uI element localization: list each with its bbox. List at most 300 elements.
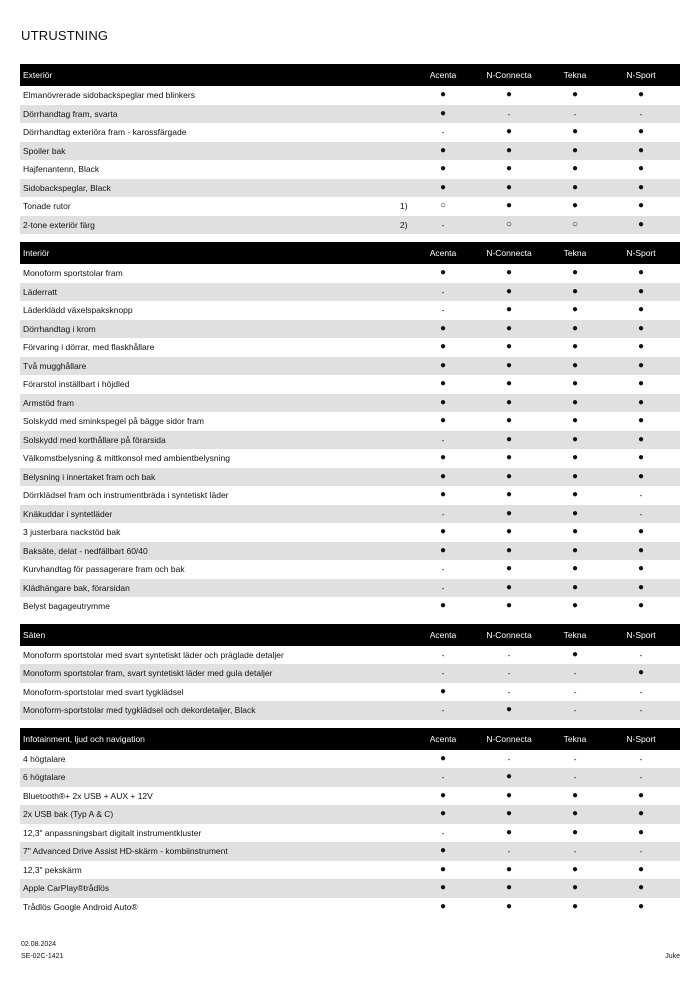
availability-mark: ● <box>505 378 513 390</box>
section-title: Infotainment, ljud och navigation <box>23 733 145 744</box>
availability-mark: ● <box>505 181 513 193</box>
section-2 <box>20 624 680 720</box>
availability-mark: - <box>441 434 445 445</box>
availability-mark: ● <box>637 163 645 175</box>
availability-mark: ● <box>505 470 513 482</box>
table-row <box>20 787 680 806</box>
feature-cell <box>20 164 410 174</box>
availability-mark: ● <box>439 752 447 764</box>
availability-mark: ● <box>439 544 447 556</box>
feature-label: Förvaring i dörrar, med flaskhållare <box>23 342 155 353</box>
feature-label: Monoform-sportstolar med tygklädsel och dekordetaljer, Black <box>23 705 256 716</box>
feature-cell <box>20 361 410 371</box>
table-row <box>20 879 680 898</box>
feature-cell <box>20 183 410 193</box>
availability-mark: - <box>441 705 445 715</box>
feature-cell <box>20 809 410 819</box>
feature-cell <box>20 546 410 556</box>
feature-cell <box>20 109 410 119</box>
section-title: Exteriör <box>23 70 53 80</box>
feature-label: 12,3" anpassningsbart digitalt instrumentkluster <box>23 827 202 838</box>
availability-mark: - <box>441 582 445 593</box>
feature-label: Belyst bagageutrymme <box>23 601 110 612</box>
availability-mark: - <box>573 753 577 764</box>
feature-cell <box>20 342 410 352</box>
availability-mark: ● <box>505 808 513 820</box>
column-header: Tekna <box>563 629 587 640</box>
availability-mark: ● <box>637 789 645 801</box>
table-row <box>20 560 680 579</box>
table-row <box>20 664 680 683</box>
availability-mark: - <box>507 846 511 856</box>
feature-label: Baksäte, delat - nedfällbart 60/40 <box>23 545 148 556</box>
equipment-tables <box>20 64 680 924</box>
feature-cell <box>20 846 410 856</box>
availability-mark: ● <box>637 126 645 138</box>
feature-label: Dörrklädsel fram och instrumentbräda i syntetiskt läder <box>23 490 229 501</box>
feature-cell <box>20 509 410 519</box>
availability-mark: ● <box>505 285 513 297</box>
feature-cell <box>20 791 410 801</box>
feature-label: Klädhängare bak, förarsidan <box>23 582 130 593</box>
feature-cell <box>20 324 410 334</box>
feature-label: Monoform sportstolar fram, svart syntetiskt läder med gula detaljer <box>23 668 273 679</box>
availability-mark: ● <box>637 900 645 912</box>
table-row <box>20 861 680 880</box>
availability-mark: ● <box>571 163 579 175</box>
feature-cell <box>20 220 410 230</box>
availability-mark: ● <box>571 452 579 464</box>
availability-mark: - <box>441 649 445 660</box>
availability-mark: ● <box>505 826 513 838</box>
availability-mark: - <box>441 305 445 315</box>
availability-mark: ● <box>439 452 447 464</box>
availability-mark: - <box>507 686 511 697</box>
column-header: Tekna <box>563 248 587 258</box>
feature-cell <box>20 453 410 463</box>
availability-mark: ● <box>637 808 645 820</box>
availability-mark: ● <box>439 359 447 371</box>
feature-cell <box>20 435 410 445</box>
availability-mark: ● <box>571 359 579 371</box>
availability-mark: - <box>639 686 643 697</box>
availability-mark: ● <box>505 526 513 538</box>
availability-mark: ● <box>439 144 447 156</box>
availability-mark: ● <box>571 181 579 193</box>
availability-mark: - <box>441 668 445 678</box>
table-row <box>20 750 680 769</box>
feature-label: Armstöd fram <box>23 397 75 408</box>
feature-label: Dörrhandtag fram, svarta <box>23 108 118 119</box>
availability-mark: - <box>573 108 577 119</box>
availability-mark: ● <box>505 563 513 575</box>
availability-mark: - <box>573 705 577 715</box>
column-header: Tekna <box>563 733 587 744</box>
table-row <box>20 683 680 702</box>
availability-mark: ● <box>571 304 579 316</box>
availability-mark: - <box>441 127 445 137</box>
feature-cell <box>20 772 410 782</box>
feature-cell <box>20 527 410 537</box>
footnote-marker: 1) <box>400 201 408 212</box>
section-title: Säten <box>23 629 46 640</box>
section-3 <box>20 728 680 917</box>
availability-mark: ● <box>439 600 447 612</box>
availability-mark: ● <box>637 304 645 316</box>
availability-mark: - <box>507 668 511 678</box>
feature-label: Dörrhandtag i krom <box>23 323 96 334</box>
availability-mark: ● <box>637 200 645 212</box>
table-row <box>20 86 680 105</box>
column-header: Acenta <box>429 629 457 640</box>
availability-mark: ● <box>637 826 645 838</box>
availability-mark: ● <box>571 341 579 353</box>
feature-cell <box>20 883 410 893</box>
feature-label: Sidobackspeglar, Black <box>23 182 111 193</box>
table-row <box>20 468 680 487</box>
footer-code: SE-02C-1421 <box>21 953 64 960</box>
availability-mark: ● <box>439 808 447 820</box>
table-row <box>20 142 680 161</box>
availability-mark: - <box>507 108 511 119</box>
availability-mark: ● <box>571 648 579 660</box>
table-row <box>20 179 680 198</box>
feature-label: Elmanövrerade sidobackspeglar med blinkers <box>23 90 195 101</box>
table-row <box>20 160 680 179</box>
feature-cell <box>20 201 410 211</box>
availability-mark: ● <box>637 526 645 538</box>
availability-mark: - <box>639 753 643 764</box>
feature-label: Monoform sportstolar fram <box>23 268 123 279</box>
feature-label: Kurvhandtag för passagerare fram och bak <box>23 564 185 575</box>
availability-mark: ● <box>571 144 579 156</box>
section-title: Interiör <box>23 248 50 258</box>
availability-mark: - <box>441 772 445 782</box>
availability-mark: ● <box>571 882 579 894</box>
feature-cell <box>20 754 410 764</box>
table-row <box>20 805 680 824</box>
feature-cell <box>20 287 410 297</box>
availability-mark: - <box>441 827 445 838</box>
feature-cell <box>20 564 410 574</box>
availability-mark: - <box>441 286 445 297</box>
availability-mark: ● <box>637 863 645 875</box>
feature-label: Förarstol inställbart i höjdled <box>23 379 130 390</box>
table-row <box>20 338 680 357</box>
availability-mark: ● <box>571 581 579 593</box>
availability-mark: ● <box>637 600 645 612</box>
column-header: N-Connecta <box>486 733 532 744</box>
feature-cell <box>20 305 410 315</box>
footnote-marker: 2) <box>400 219 408 230</box>
feature-label: 7" Advanced Drive Assist HD-skärm - kombiinstrument <box>23 846 228 857</box>
availability-mark: ● <box>505 144 513 156</box>
feature-cell <box>20 650 410 660</box>
availability-mark: ● <box>505 200 513 212</box>
feature-label: Solskydd med sminkspegel på bägge sidor fram <box>23 416 204 427</box>
feature-label: Knäkuddar i syntetläder <box>23 508 113 519</box>
availability-mark: - <box>639 772 643 782</box>
availability-mark: - <box>441 508 445 519</box>
feature-cell <box>20 379 410 389</box>
column-header: N-Sport <box>626 733 656 744</box>
availability-mark: ● <box>505 359 513 371</box>
availability-mark: ○ <box>439 200 447 212</box>
availability-mark: ● <box>571 507 579 519</box>
availability-mark: - <box>639 649 643 660</box>
availability-mark: - <box>639 490 643 500</box>
availability-mark: ● <box>505 341 513 353</box>
availability-mark: ● <box>637 433 645 445</box>
feature-cell <box>20 90 410 100</box>
feature-label: 2x USB bak (Typ A & C) <box>23 809 114 820</box>
feature-label: Spoiler bak <box>23 145 66 156</box>
feature-cell <box>20 601 410 611</box>
feature-label: 4 högtalare <box>23 753 66 764</box>
availability-mark: ● <box>505 163 513 175</box>
availability-mark: ● <box>637 396 645 408</box>
feature-label: Trådlös Google Android Auto® <box>23 901 138 912</box>
availability-mark: ● <box>571 470 579 482</box>
availability-mark: ● <box>439 863 447 875</box>
page-title: UTRUSTNING <box>21 28 109 43</box>
section-header <box>20 728 680 750</box>
availability-mark: ● <box>505 600 513 612</box>
availability-mark: - <box>639 705 643 715</box>
availability-mark: ● <box>571 489 579 501</box>
availability-mark: ● <box>571 200 579 212</box>
feature-label: Bluetooth®+ 2x USB + AUX + 12V <box>23 790 153 801</box>
table-row <box>20 216 680 235</box>
availability-mark: - <box>507 649 511 660</box>
table-row <box>20 412 680 431</box>
availability-mark: ● <box>637 415 645 427</box>
footer-date: 02.08.2024 <box>21 941 57 948</box>
availability-mark: - <box>441 564 445 574</box>
table-row <box>20 486 680 505</box>
availability-mark: ● <box>505 507 513 519</box>
availability-mark: - <box>639 108 643 119</box>
availability-mark: ● <box>505 544 513 556</box>
section-header <box>20 242 680 264</box>
availability-mark: ○ <box>505 218 513 230</box>
table-row <box>20 824 680 843</box>
table-row <box>20 579 680 598</box>
feature-label: Apple CarPlay®trådlös <box>23 883 110 894</box>
feature-cell <box>20 146 410 156</box>
availability-mark: - <box>639 508 643 519</box>
availability-mark: ● <box>505 704 513 716</box>
availability-mark: ● <box>571 378 579 390</box>
availability-mark: ● <box>571 126 579 138</box>
availability-mark: ● <box>439 322 447 334</box>
availability-mark: ● <box>571 526 579 538</box>
availability-mark: ● <box>505 322 513 334</box>
availability-mark: ● <box>571 89 579 101</box>
availability-mark: ● <box>571 544 579 556</box>
feature-cell <box>20 687 410 697</box>
availability-mark: - <box>507 753 511 764</box>
column-header: Acenta <box>429 70 457 80</box>
section-header <box>20 64 680 86</box>
availability-mark: - <box>441 219 445 230</box>
feature-cell <box>20 416 410 426</box>
table-row <box>20 394 680 413</box>
availability-mark: ● <box>637 144 645 156</box>
table-row <box>20 283 680 302</box>
table-row <box>20 301 680 320</box>
availability-mark: ● <box>439 341 447 353</box>
availability-mark: ● <box>571 826 579 838</box>
availability-mark: ● <box>505 882 513 894</box>
feature-label: Hajfenantenn, Black <box>23 164 100 175</box>
table-row <box>20 123 680 142</box>
availability-mark: ● <box>571 396 579 408</box>
availability-mark: ● <box>505 771 513 783</box>
availability-mark: ● <box>637 341 645 353</box>
availability-mark: ● <box>571 563 579 575</box>
availability-mark: ● <box>571 415 579 427</box>
column-header: N-Sport <box>626 248 656 258</box>
availability-mark: ● <box>637 181 645 193</box>
availability-mark: ● <box>637 563 645 575</box>
availability-mark: ● <box>505 900 513 912</box>
feature-label: 3 justerbara nackstöd bak <box>23 527 121 538</box>
availability-mark: ● <box>439 882 447 894</box>
availability-mark: ● <box>637 882 645 894</box>
availability-mark: ● <box>505 452 513 464</box>
feature-cell <box>20 268 410 278</box>
feature-label: Läderratt <box>23 286 58 297</box>
feature-cell <box>20 472 410 482</box>
availability-mark: ● <box>439 470 447 482</box>
availability-mark: ● <box>637 322 645 334</box>
availability-mark: ● <box>637 452 645 464</box>
availability-mark: ● <box>505 89 513 101</box>
availability-mark: ● <box>439 415 447 427</box>
availability-mark: ● <box>637 218 645 230</box>
table-row <box>20 523 680 542</box>
feature-cell <box>20 902 410 912</box>
column-header: Acenta <box>429 248 457 258</box>
availability-mark: ● <box>505 433 513 445</box>
table-row <box>20 357 680 376</box>
availability-mark: ● <box>637 267 645 279</box>
feature-label: Solskydd med korthållare på förarsida <box>23 434 166 445</box>
availability-mark: ● <box>637 544 645 556</box>
feature-label: Monoform sportstolar med svart syntetiskt läder och präglade detaljer <box>23 649 284 660</box>
table-row <box>20 898 680 917</box>
availability-mark: ● <box>637 581 645 593</box>
availability-mark: ● <box>637 89 645 101</box>
feature-cell <box>20 490 410 500</box>
table-row <box>20 197 680 216</box>
table-row <box>20 505 680 524</box>
availability-mark: - <box>573 668 577 678</box>
availability-mark: ● <box>439 107 447 119</box>
table-row <box>20 449 680 468</box>
section-header <box>20 624 680 646</box>
feature-label: 2-tone exteriör färg <box>23 219 95 230</box>
column-header: N-Connecta <box>486 248 532 258</box>
table-row <box>20 375 680 394</box>
feature-label: Monoform-sportstolar med svart tygklädsel <box>23 686 184 697</box>
availability-mark: ● <box>439 181 447 193</box>
availability-mark: ● <box>571 863 579 875</box>
availability-mark: ● <box>505 415 513 427</box>
footer-model: Juke <box>665 953 680 960</box>
table-row <box>20 105 680 124</box>
availability-mark: ● <box>439 845 447 857</box>
availability-mark: ● <box>637 667 645 679</box>
availability-mark: - <box>573 772 577 782</box>
column-header: N-Sport <box>626 629 656 640</box>
availability-mark: ● <box>505 789 513 801</box>
table-row <box>20 701 680 720</box>
availability-mark: ● <box>439 267 447 279</box>
availability-mark: ● <box>571 600 579 612</box>
feature-cell <box>20 705 410 715</box>
availability-mark: - <box>573 846 577 856</box>
availability-mark: ● <box>571 789 579 801</box>
availability-mark: ● <box>571 285 579 297</box>
table-row <box>20 431 680 450</box>
availability-mark: ● <box>439 526 447 538</box>
feature-cell <box>20 828 410 838</box>
availability-mark: ● <box>505 863 513 875</box>
availability-mark: ● <box>439 685 447 697</box>
column-header: Acenta <box>429 733 457 744</box>
availability-mark: ● <box>505 267 513 279</box>
feature-label: Tonade rutor <box>23 201 71 212</box>
availability-mark: ● <box>571 267 579 279</box>
availability-mark: ● <box>637 285 645 297</box>
availability-mark: ● <box>637 378 645 390</box>
availability-mark: ○ <box>571 218 579 230</box>
availability-mark: ● <box>505 489 513 501</box>
availability-mark: ● <box>439 378 447 390</box>
availability-mark: ● <box>439 900 447 912</box>
feature-label: Två mugghållare <box>23 360 87 371</box>
availability-mark: - <box>573 686 577 697</box>
column-header: N-Connecta <box>486 70 532 80</box>
table-row <box>20 842 680 861</box>
availability-mark: ● <box>637 359 645 371</box>
availability-mark: ● <box>637 470 645 482</box>
feature-label: Läderklädd växelspaksknopp <box>23 305 133 316</box>
table-row <box>20 597 680 616</box>
availability-mark: ● <box>505 396 513 408</box>
availability-mark: ● <box>439 163 447 175</box>
feature-label: Dörrhandtag exteriöra fram - karossfärgade <box>23 127 187 138</box>
availability-mark: ● <box>439 89 447 101</box>
column-header: Tekna <box>563 70 587 80</box>
feature-label: Välkomstbelysning & mittkonsol med ambientbelysning <box>23 453 230 464</box>
availability-mark: ● <box>505 126 513 138</box>
table-row <box>20 768 680 787</box>
availability-mark: ● <box>571 322 579 334</box>
feature-label: 6 högtalare <box>23 772 66 783</box>
availability-mark: - <box>639 846 643 856</box>
table-row <box>20 264 680 283</box>
feature-label: Belysning i innertaket fram och bak <box>23 471 156 482</box>
availability-mark: ● <box>439 489 447 501</box>
availability-mark: ● <box>505 581 513 593</box>
feature-cell <box>20 127 410 137</box>
section-1 <box>20 242 680 616</box>
feature-cell <box>20 583 410 593</box>
feature-cell <box>20 398 410 408</box>
